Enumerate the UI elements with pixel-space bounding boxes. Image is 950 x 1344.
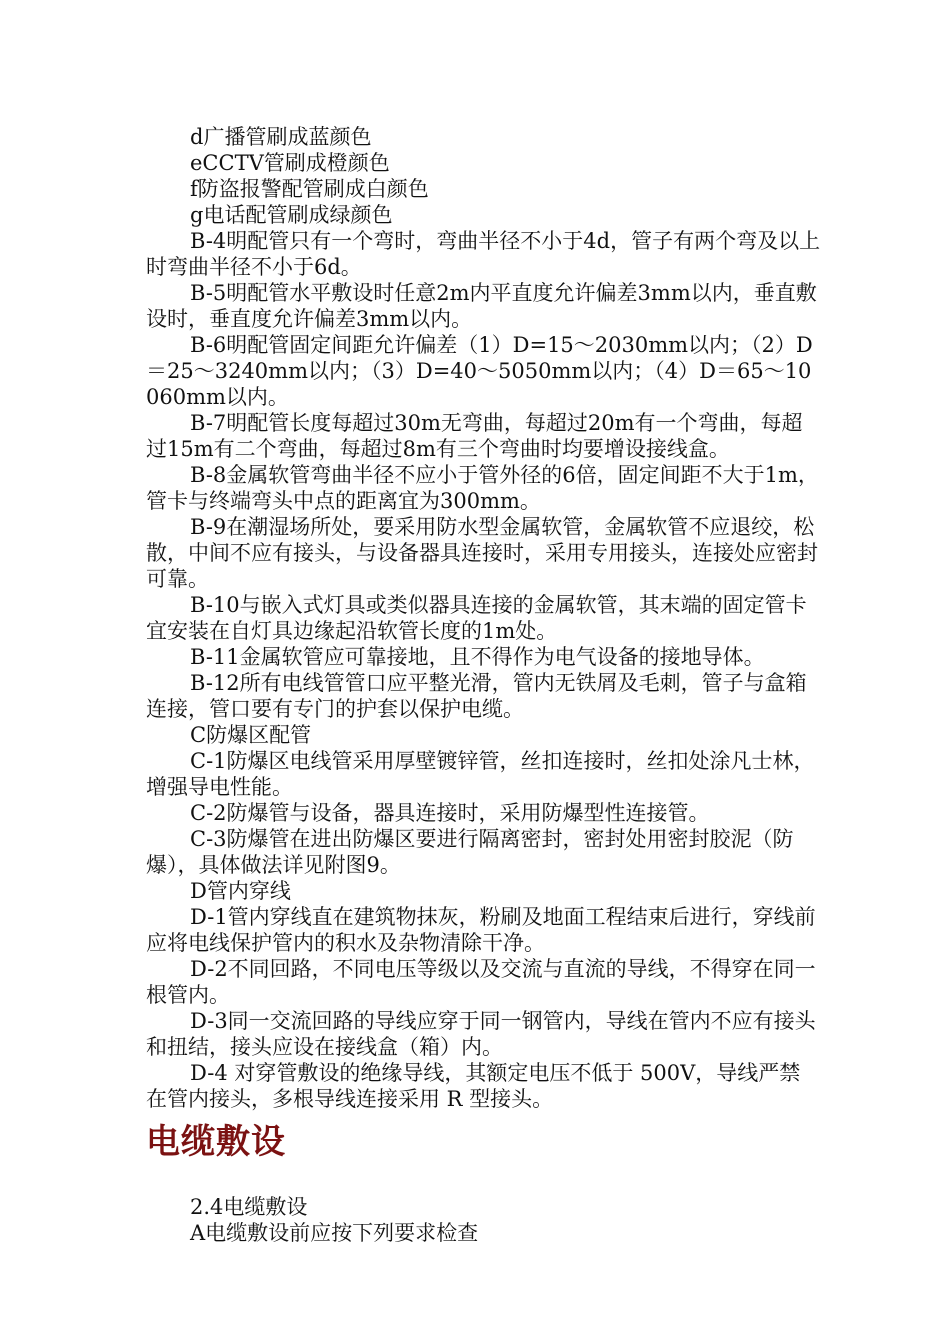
- body-paragraph: C防爆区配管: [190, 723, 312, 747]
- body-paragraph: B-6明配管固定间距允许偏差（1）D=15～2030mm以内；（2）D＝25～3240mm以内；（3）D=40～5050mm以内；（4）D＝65～10060mm以内。: [146, 333, 813, 409]
- body-text-section-1: [146, 124, 821, 1112]
- body-paragraph: D管内穿线: [190, 879, 291, 903]
- body-paragraph: D-3同一交流回路的导线应穿于同一钢管内，导线在管内不应有接头和扭结，接头应设在接线盒（箱）内。: [146, 1009, 816, 1059]
- body-paragraph: B-9在潮湿场所处，要采用防水型金属软管，金属软管不应退绞，松散，中间不应有接头，与设备器具连接时，采用专用接头，连接处应密封可靠。: [146, 515, 818, 591]
- body-paragraph: C-1防爆区电线管采用厚壁镀锌管，丝扣连接时，丝扣处涂凡士林，增强导电性能。: [146, 749, 815, 799]
- body-paragraph: B-8金属软管弯曲半径不应小于管外径的6倍，固定间距不大于1m，管卡与终端弯头中点的距离宜为300mm。: [146, 463, 819, 513]
- body-paragraph: 2.4电缆敷设: [190, 1195, 308, 1219]
- body-paragraph: C-2防爆管与设备，器具连接时，采用防爆型性连接管。: [190, 801, 710, 825]
- body-paragraph: D-2不同回路，不同电压等级以及交流与直流的导线，不得穿在同一根管内。: [146, 957, 816, 1007]
- body-paragraph: B-5明配管水平敷设时任意2m内平直度允许偏差3mm以内，垂直敷设时，垂直度允许偏差3mm以内。: [146, 281, 817, 331]
- body-paragraph: d广播管刷成蓝颜色: [190, 125, 372, 149]
- body-text-section-2: [146, 1194, 821, 1246]
- document-page: [146, 124, 821, 1246]
- body-paragraph: eCCTV管刷成橙颜色: [190, 151, 390, 175]
- body-paragraph: C-3防爆管在进出防爆区要进行隔离密封，密封处用密封胶泥（防爆），具体做法详见附图9。: [146, 827, 794, 877]
- body-paragraph: g电话配管刷成绿颜色: [190, 203, 393, 227]
- body-paragraph: B-7明配管长度每超过30m无弯曲，每超过20m有一个弯曲，每超过15m有二个弯曲，每超过8m有三个弯曲时均要增设接线盒。: [146, 411, 803, 461]
- body-paragraph: f防盗报警配管刷成白颜色: [190, 177, 429, 201]
- body-paragraph: B-11金属软管应可靠接地，且不得作为电气设备的接地导体。: [190, 645, 765, 669]
- body-paragraph: B-10与嵌入式灯具或类似器具连接的金属软管，其末端的固定管卡宜安装在自灯具边缘起沿软管长度的1m处。: [146, 593, 807, 643]
- body-paragraph: B-4明配管只有一个弯时，弯曲半径不小于4d，管子有两个弯及以上时弯曲半径不小于6d。: [146, 229, 821, 279]
- body-paragraph: A电缆敷设前应按下列要求检查: [190, 1221, 479, 1245]
- body-paragraph: D-4 对穿管敷设的绝缘导线，其额定电压不低于 500V，导线严禁在管内接头，多根导线连接采用 R 型接头。: [146, 1061, 801, 1111]
- body-paragraph: D-1管内穿线直在建筑物抹灰，粉刷及地面工程结束后进行，穿线前应将电线保护管内的积水及杂物清除干净。: [146, 905, 816, 955]
- section-heading: 电缆敷设: [146, 1122, 286, 1162]
- body-paragraph: B-12所有电线管管口应平整光滑，管内无铁屑及毛刺，管子与盒箱连接，管口要有专门的护套以保护电缆。: [146, 671, 807, 721]
